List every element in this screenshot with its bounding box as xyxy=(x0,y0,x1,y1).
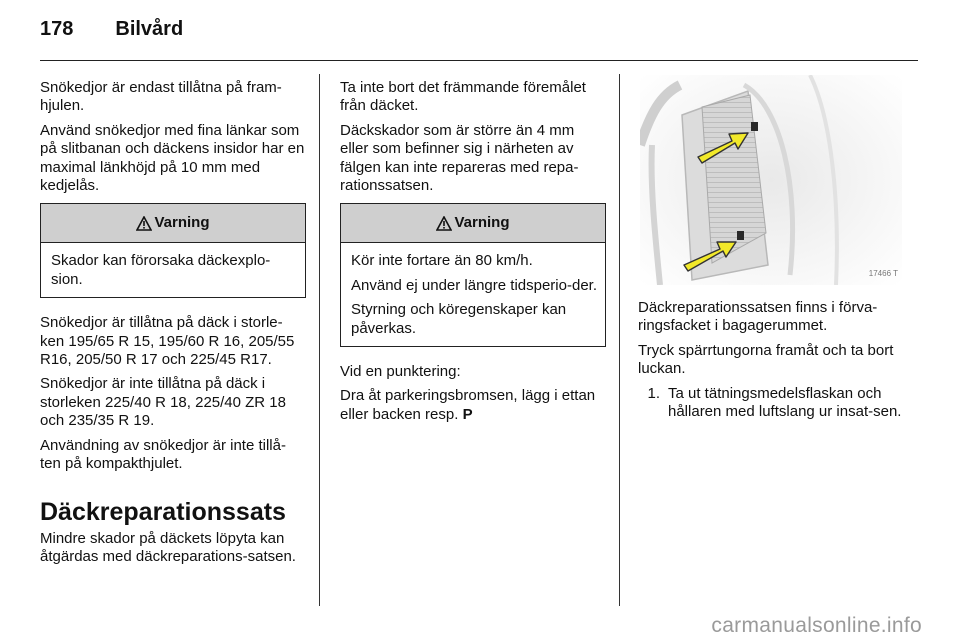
page-number: 178 xyxy=(40,18,74,40)
column-divider xyxy=(619,74,620,606)
column-divider xyxy=(319,74,320,606)
paragraph: Använd snökedjor med fina länkar som på slitbanan och däckens insidor har en maximal länkhöjd på 10 mm med kedjelås. xyxy=(40,121,305,195)
step-list xyxy=(638,385,904,422)
warning-triangle-icon xyxy=(436,216,452,231)
warning-triangle-icon xyxy=(136,216,152,231)
paragraph: Ta inte bort det främmande föremålet från däcket. xyxy=(340,79,586,115)
section-heading: Däckreparationssats xyxy=(40,497,286,526)
list-item xyxy=(638,385,904,422)
paragraph: Vid en punktering: xyxy=(340,363,461,381)
paragraph: Tryck spärrtungorna framåt och ta bort luckan. xyxy=(638,341,894,378)
paragraph: Snökedjor är endast tillåtna på fram-hjulen. xyxy=(40,79,282,115)
paragraph: Snökedjor är inte tillåtna på däck i storleken 225/40 R 18, 225/40 ZR 18 och 235/35 R 19. xyxy=(40,375,286,430)
trunk-compartment-illustration xyxy=(640,75,902,285)
warning-header xyxy=(41,204,305,243)
watermark: carmanualsonline.info xyxy=(711,614,922,637)
warning-body xyxy=(41,243,305,297)
gear-p-symbol: P xyxy=(462,405,473,423)
warning-line: Styrning och köregenskaper kan påverkas. xyxy=(351,301,567,337)
warning-title: Varning xyxy=(154,214,210,232)
warning-line: Kör inte fortare än 80 km/h. xyxy=(351,252,533,270)
warning-header xyxy=(341,204,605,243)
step-text: Ta ut tätningsmedelsflaskan och hållaren med luftslang ur insat-sen. xyxy=(668,384,902,421)
warning-body xyxy=(341,243,605,346)
column-2 xyxy=(340,79,606,430)
warning-title: Varning xyxy=(454,214,510,232)
paragraph: Mindre skador på däckets löpyta kan åtgärdas med däckreparations-satsen. xyxy=(40,529,296,565)
warning-box xyxy=(40,203,306,298)
image-code: 17466 T xyxy=(868,268,898,278)
paragraph: Snökedjor är tillåtna på däck i storle-ken 195/65 R 15, 195/60 R 16, 205/55 R16, 205/50 R 17 och 225/45 R17. xyxy=(40,314,295,369)
paragraph xyxy=(340,387,606,424)
warning-text: Skador kan förorsaka däckexplo-sion. xyxy=(51,252,271,288)
paragraph: Användning av snökedjor är inte tillå-ten på kompakthjulet. xyxy=(40,436,286,473)
page-title: Bilvård xyxy=(115,18,184,40)
warning-line: Använd ej under längre tidsperio-der. xyxy=(351,276,597,294)
paragraph-text: Dra åt parkeringsbromsen, lägg i ettan eller backen resp. xyxy=(340,387,596,423)
paragraph: Däckreparationssatsen finns i förva-ringsfacket i bagagerummet. xyxy=(638,299,878,335)
page-header xyxy=(40,18,183,41)
warning-box xyxy=(340,203,606,347)
paragraph: Däckskador som är större än 4 mm eller som befinner sig i närheten av fälgen kan inte repareras med repa-rationssatsen. xyxy=(340,121,579,195)
step-number: 1. xyxy=(647,384,660,402)
column-3 xyxy=(638,79,904,421)
header-divider xyxy=(40,60,918,61)
column-1 xyxy=(40,79,306,572)
